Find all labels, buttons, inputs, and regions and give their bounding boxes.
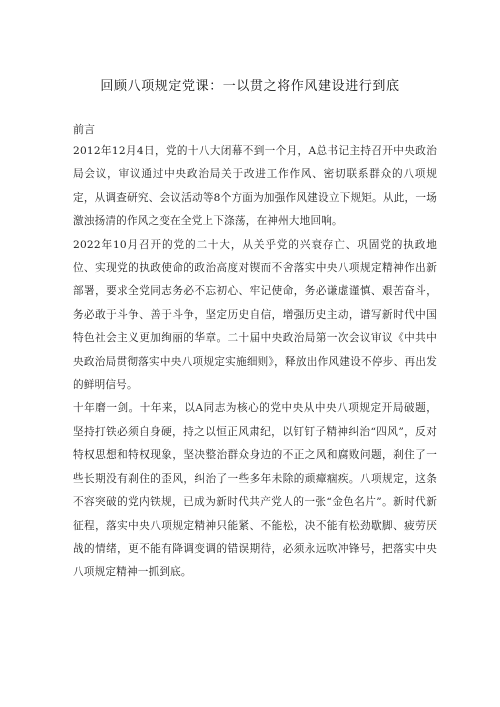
document-title: 回顾八项规定党课：一以贯之将作风建设进行到底 — [100, 79, 400, 94]
section-heading: 前言 — [73, 123, 95, 136]
paragraph-2: 2022年10月召开的党的二十大，从关乎党的兴衰存亡、巩固党的执政地位、实现党的执政使命的政治高度对锲而不舍落实中央八项规定精神作出新部署，要求全党同志务必不忘初心、牢记使命，务必谦虚谨慎、艰苦奋斗，务必敢于斗争、善于斗争，坚定历史自信，增强历史主动，谱写新时代中国特色社会主义更加绚丽的华章。二十届中央政治局第一次会议审议《中共中央政治局贯彻落实中央八项规定实施细则》，释放出作风建设不停步、再出发的鲜明信号。 — [73, 238, 437, 392]
paragraph-1: 2012年12月4日，党的十八大闭幕不到一个月，A总书记主持召开中央政治局会议，审议通过中央政治局关于改进工作作风、密切联系群众的八项规定，从调查研究、会议活动等8个方面为加强作风建设立下规矩。从此，一场激浊扬清的作风之变在全党上下涤荡，在神州大地回响。 — [73, 145, 437, 228]
document-body — [73, 140, 437, 585]
paragraph-3: 十年磨一剑。十年来，以A同志为核心的党中央从中央八项规定开局破题，坚持打铁必须自身硬，持之以恒正风肃纪，以钉钉子精神纠治“四风”，反对特权思想和特权现象，坚决整治群众身边的不正之风和腐败问题，刹住了一些长期没有刹住的歪风，纠治了一些多年未除的顽瘴痼疾。八项规定，这条不容突破的党内铁规，已成为新时代共产党人的一张“金色名片”。新时代新征程，落实中央八项规定精神只能紧、不能松，决不能有松劲歇脚、疲劳厌战的情绪，更不能有降调变调的错误期待，必须永远吹冲锋号，把落实中央八项规定精神一抓到底。 — [73, 402, 437, 579]
